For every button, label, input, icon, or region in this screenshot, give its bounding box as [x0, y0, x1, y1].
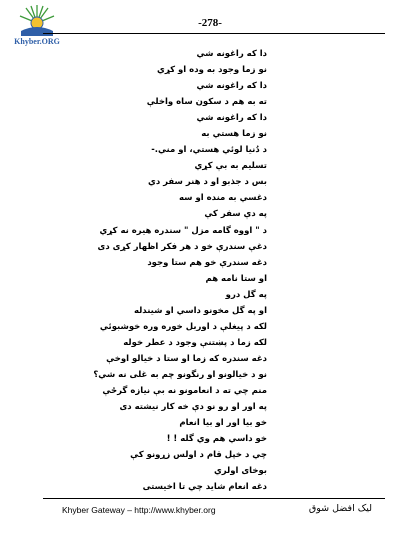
poem-line: په دې سفر کې [204, 209, 267, 220]
poem-line: تسليم به بې کړي [194, 161, 267, 172]
poem-line: دغه انعام شايد چي تا اخيستی [142, 482, 267, 493]
poem-line: او ستا نامه هم [205, 273, 267, 284]
poem-line: په اور او رو نو دې خه کار نيشته دی [119, 402, 267, 413]
poem-line: نو د خيالونو او رنگونو چم به غلی نه شي؟ [93, 369, 267, 380]
poem-line: دا که راغونه شي [196, 49, 267, 59]
footer-author: ليک افضل شوق [308, 503, 372, 514]
poem-line: منم چي ته د انعامونو نه بې نيازه گرځې [102, 385, 267, 396]
poem-line: د " اووه گامه مزل " سندره هيره نه کړي [99, 225, 267, 236]
poem-line: لکه زما د پښتنې وجود د عطر خوله [123, 337, 267, 348]
poem-line: بس د جذبو او د هنر سفر دي [148, 177, 267, 188]
poem-line: دغه سندرې خو هم ستا وجود [147, 257, 267, 268]
poem-line: په گل درو [225, 289, 267, 300]
poem-line: نو زما هستي به [201, 129, 267, 140]
poem-line: ته به هم د سکون ساه واخلې [146, 97, 267, 108]
poem-line: خو بيا اور او بيا انعام [179, 418, 267, 429]
poem-line: دغه سندره که زما او ستا د خيالو اوخې [106, 353, 267, 364]
logo-text: Khyber.ORG [14, 37, 60, 46]
poem-line: دغې سندرې خو د هر فکر اظهار کړی دی [97, 241, 267, 252]
poem-line: دا که راغونه شي [196, 81, 267, 92]
poem-line: دا که راغونه شي [196, 113, 267, 124]
poem-line: لکه د پيغلې د اوربل خوره وره خوشبوئي [99, 321, 267, 332]
poem-body [67, 46, 267, 495]
poem-line: بوخای اولري [213, 466, 267, 477]
poem-line: نو زما وجود به وده او کړي [157, 65, 267, 76]
poem-line: خو داسي هم وي گله ! ! [166, 434, 267, 445]
header-divider [43, 33, 385, 34]
footer-divider [43, 498, 385, 499]
poem-line: او په گل مخونو داسي او شيندله [133, 305, 267, 316]
poem-line: دغسي به منده او سه [179, 193, 267, 204]
poem-line: چي د خپل قام د اولس زړونو کې [130, 450, 267, 461]
page-number: -278- [198, 17, 222, 29]
footer-source: Khyber Gateway – http://www.khyber.org [62, 505, 216, 515]
poem-line: د دُنيا لوئي هستي، او مني.- [151, 145, 267, 156]
